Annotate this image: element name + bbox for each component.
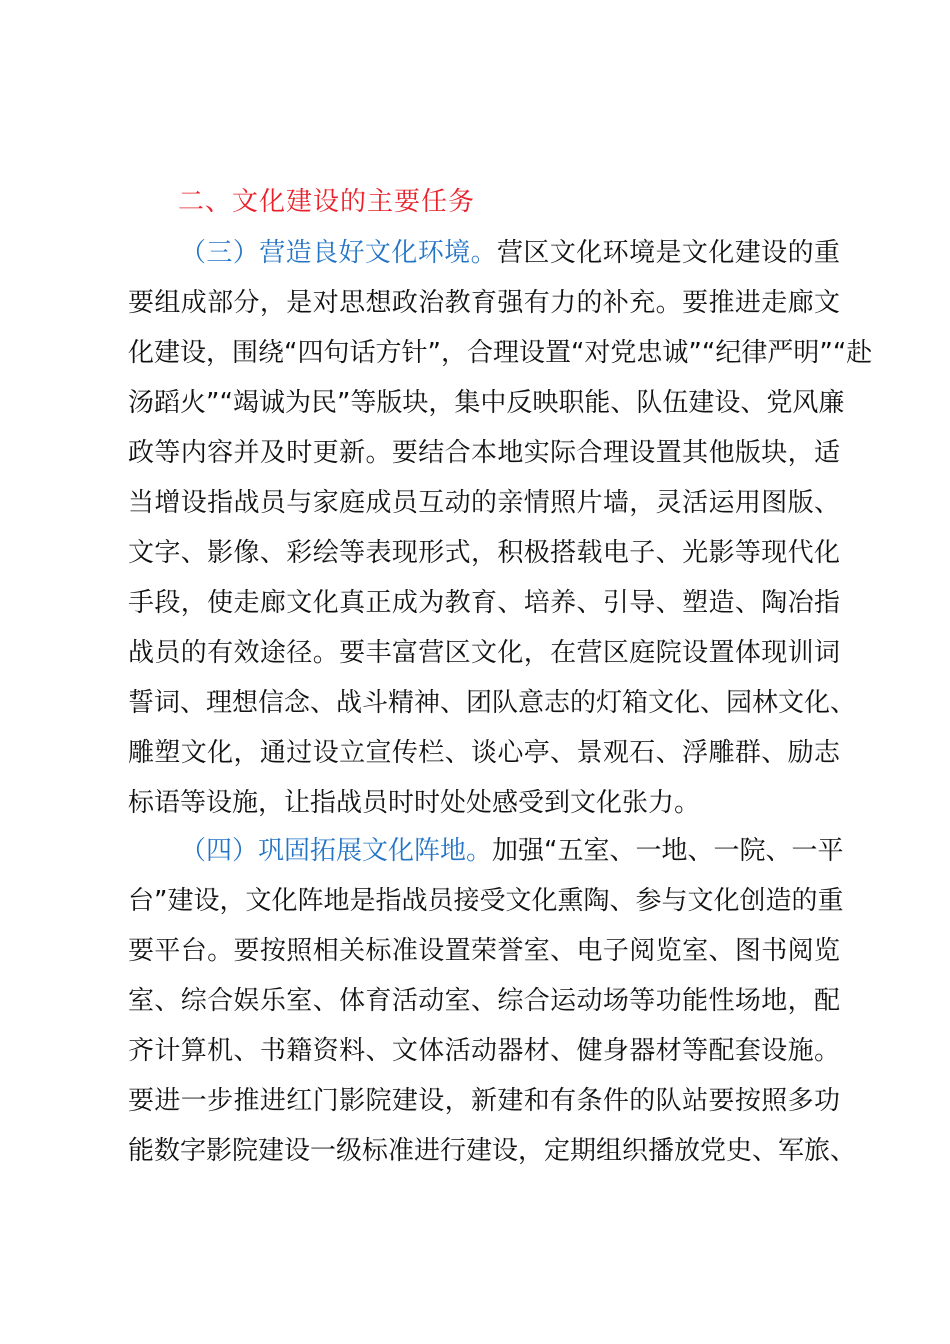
paragraph-positions <box>128 826 857 1176</box>
paragraph-line: 室、综合娱乐室、体育活动室、综合运动场等功能性场地，配 <box>128 986 840 1016</box>
paragraph-line: 化建设，围绕“四句话方针”，合理设置“对党忠诚”“纪律严明”“赴 <box>128 338 873 368</box>
paragraph-environment <box>128 228 873 828</box>
paragraph-line: 文字、影像、彩绘等表现形式，积极搭载电子、光影等现代化 <box>128 538 840 568</box>
paragraph-line: 政等内容并及时更新。要结合本地实际合理设置其他版块，适 <box>128 438 840 468</box>
paragraph-line: 誓词、理想信念、战斗精神、团队意志的灯箱文化、园林文化、 <box>128 688 857 718</box>
paragraph-line: 要平台。要按照相关标准设置荣誉室、电子阅览室、图书阅览 <box>128 936 840 966</box>
paragraph-subheading: （三）营造良好文化环境。 <box>180 238 497 268</box>
paragraph-line: 齐计算机、书籍资料、文体活动器材、健身器材等配套设施。 <box>128 1036 840 1066</box>
paragraph-line <box>128 228 840 278</box>
paragraph-line-text: 营区文化环境是文化建设的重 <box>497 238 840 268</box>
paragraph-line: 标语等设施，让指战员时时处处感受到文化张力。 <box>128 788 701 818</box>
paragraph-line: 汤蹈火”“竭诚为民”等版块，集中反映职能、队伍建设、党风廉 <box>128 388 845 418</box>
paragraph-subheading: （四）巩固拓展文化阵地。 <box>180 836 493 866</box>
paragraph-line: 要组成部分，是对思想政治教育强有力的补充。要推进走廊文 <box>128 288 840 318</box>
paragraph-line: 雕塑文化，通过设立宣传栏、谈心亭、景观石、浮雕群、励志 <box>128 738 840 768</box>
paragraph-line: 当增设指战员与家庭成员互动的亲情照片墙，灵活运用图版、 <box>128 488 840 518</box>
paragraph-line: 能数字影院建设一级标准进行建设，定期组织播放党史、军旅、 <box>128 1136 857 1166</box>
paragraph-line <box>128 826 844 876</box>
section-heading: 二、文化建设的主要任务 <box>178 187 476 217</box>
paragraph-line: 台”建设，文化阵地是指战员接受文化熏陶、参与文化创造的重 <box>128 886 844 916</box>
paragraph-line: 手段，使走廊文化真正成为教育、培养、引导、塑造、陶冶指 <box>128 588 840 618</box>
paragraph-line: 要进一步推进红门影院建设，新建和有条件的队站要按照多功 <box>128 1086 840 1116</box>
paragraph-line: 战员的有效途径。要丰富营区文化，在营区庭院设置体现训词 <box>128 638 840 668</box>
paragraph-line-text: 加强“五室、一地、一院、一平 <box>492 836 844 866</box>
